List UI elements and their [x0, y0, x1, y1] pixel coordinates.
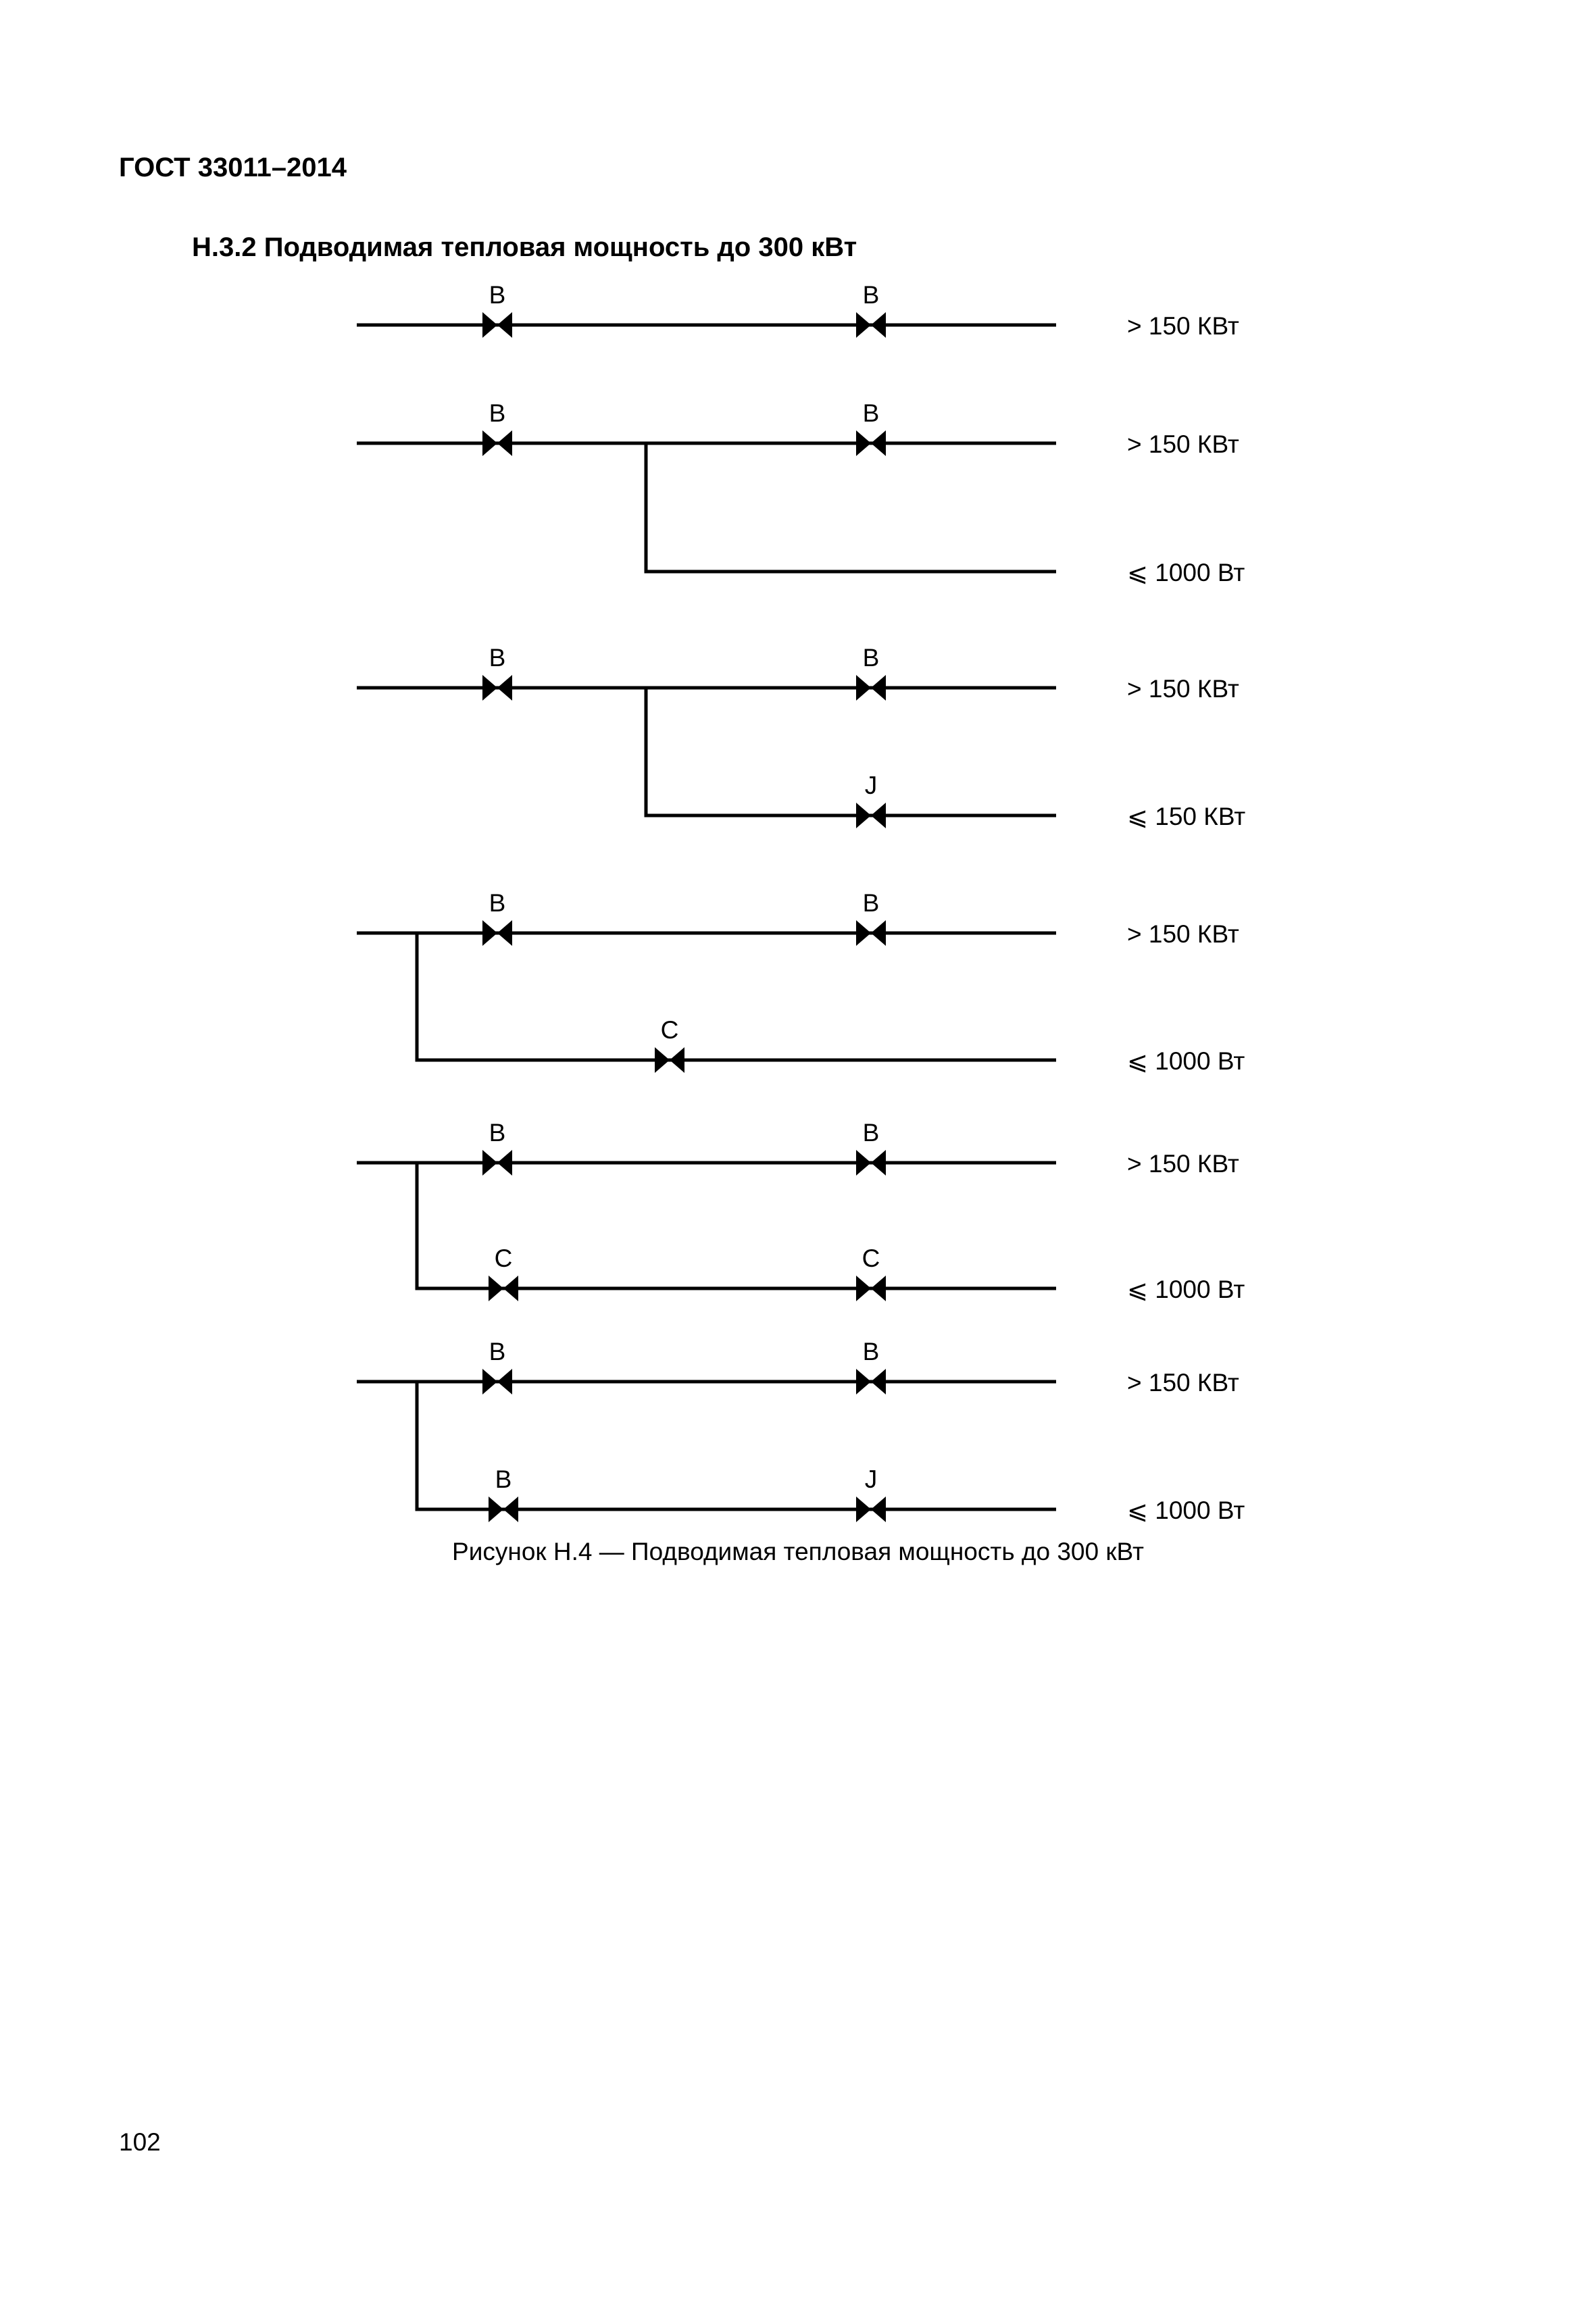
valve-letter-0-0-1: B: [862, 281, 880, 309]
valve-letter-5-0-0: B: [489, 1338, 506, 1365]
valve-triangle-left: [489, 1496, 503, 1522]
valve-symbol-0-0-1: [856, 312, 886, 338]
valve-triangle-left: [482, 920, 497, 946]
valve-triangle-left: [856, 920, 871, 946]
valve-symbol-2-0-0: [482, 675, 512, 701]
valve-triangle-left: [489, 1276, 503, 1301]
valve-symbol-4-0-0: [482, 1150, 512, 1176]
valve-letter-4-1-1: C: [862, 1244, 880, 1272]
valve-triangle-left: [482, 312, 497, 338]
valve-triangle-right: [497, 312, 512, 338]
document-header: ГОСТ 33011–2014: [119, 153, 347, 182]
valve-letter-4-0-1: B: [862, 1119, 880, 1147]
valve-letter-1-0-1: B: [862, 399, 880, 427]
valve-letter-2-1-0: J: [864, 772, 878, 799]
valve-triangle-left: [482, 1369, 497, 1394]
valve-triangle-right: [503, 1496, 518, 1522]
valve-triangle-right: [871, 312, 886, 338]
page-number: 102: [119, 2128, 161, 2156]
line-label-3-0: > 150 КВт: [1127, 920, 1239, 948]
valve-triangle-right: [497, 1369, 512, 1394]
valve-triangle-left: [482, 1150, 497, 1176]
valve-symbol-4-1-1: [856, 1276, 886, 1301]
line-label-2-0: > 150 КВт: [1127, 675, 1239, 703]
line-label-4-0: > 150 КВт: [1127, 1150, 1239, 1178]
valve-symbol-5-0-1: [856, 1369, 886, 1394]
valve-triangle-right: [497, 1150, 512, 1176]
valve-triangle-right: [871, 803, 886, 828]
valve-symbol-5-0-0: [482, 1369, 512, 1394]
valve-triangle-right: [497, 675, 512, 701]
valve-triangle-right: [871, 1150, 886, 1176]
valve-symbol-3-0-0: [482, 920, 512, 946]
valve-letter-3-0-0: B: [489, 889, 506, 917]
valve-triangle-right: [503, 1276, 518, 1301]
line-label-5-1: ⩽ 1000 Вт: [1127, 1496, 1245, 1524]
valve-triangle-left: [856, 312, 871, 338]
valve-triangle-left: [482, 430, 497, 456]
valve-triangle-right: [871, 920, 886, 946]
valve-letter-4-1-0: C: [494, 1244, 513, 1272]
valve-triangle-right: [497, 430, 512, 456]
valve-triangle-right: [670, 1047, 684, 1073]
valve-symbol-2-1-0: [856, 803, 886, 828]
valve-letter-2-0-0: B: [489, 644, 506, 672]
valve-triangle-left: [856, 1496, 871, 1522]
valve-symbol-4-1-0: [489, 1276, 518, 1301]
line-label-5-0: > 150 КВт: [1127, 1369, 1239, 1397]
line-label-3-1: ⩽ 1000 Вт: [1127, 1047, 1245, 1075]
valve-triangle-left: [856, 803, 871, 828]
valve-triangle-left: [655, 1047, 670, 1073]
valve-letter-3-0-1: B: [862, 889, 880, 917]
valve-triangle-left: [482, 675, 497, 701]
valve-letter-5-0-1: B: [862, 1338, 880, 1365]
valve-symbol-0-0-0: [482, 312, 512, 338]
valve-triangle-left: [856, 1150, 871, 1176]
valve-triangle-right: [871, 1496, 886, 1522]
valve-symbol-5-1-1: [856, 1496, 886, 1522]
section-title: Н.3.2 Подводимая тепловая мощность до 300 кВт: [192, 232, 857, 262]
valve-triangle-left: [856, 430, 871, 456]
valve-symbol-3-0-1: [856, 920, 886, 946]
valve-triangle-left: [856, 1276, 871, 1301]
valve-symbol-4-0-1: [856, 1150, 886, 1176]
line-label-2-1: ⩽ 150 КВт: [1127, 803, 1246, 830]
valve-letter-2-0-1: B: [862, 644, 880, 672]
valve-triangle-right: [871, 430, 886, 456]
line-label-0-0: > 150 КВт: [1127, 312, 1239, 340]
figure-caption: Рисунок Н.4 — Подводимая тепловая мощность до 300 кВт: [452, 1538, 1144, 1565]
valve-triangle-left: [856, 1369, 871, 1394]
line-label-4-1: ⩽ 1000 Вт: [1127, 1276, 1245, 1303]
valve-triangle-right: [871, 1369, 886, 1394]
valve-triangle-right: [871, 675, 886, 701]
valve-letter-5-1-0: B: [495, 1465, 512, 1493]
valve-letter-1-0-0: B: [489, 399, 506, 427]
valve-symbol-5-1-0: [489, 1496, 518, 1522]
line-label-1-1: ⩽ 1000 Вт: [1127, 559, 1245, 586]
valve-symbol-2-0-1: [856, 675, 886, 701]
line-label-1-0: > 150 КВт: [1127, 430, 1239, 458]
valve-letter-0-0-0: B: [489, 281, 506, 309]
valve-triangle-right: [871, 1276, 886, 1301]
valve-triangle-right: [497, 920, 512, 946]
valve-letter-4-0-0: B: [489, 1119, 506, 1147]
valve-symbol-1-0-1: [856, 430, 886, 456]
valve-letter-3-1-0: C: [660, 1016, 679, 1044]
valve-symbol-1-0-0: [482, 430, 512, 456]
valve-letter-5-1-1: J: [864, 1465, 878, 1493]
valve-triangle-left: [856, 675, 871, 701]
valve-symbol-3-1-0: [655, 1047, 684, 1073]
